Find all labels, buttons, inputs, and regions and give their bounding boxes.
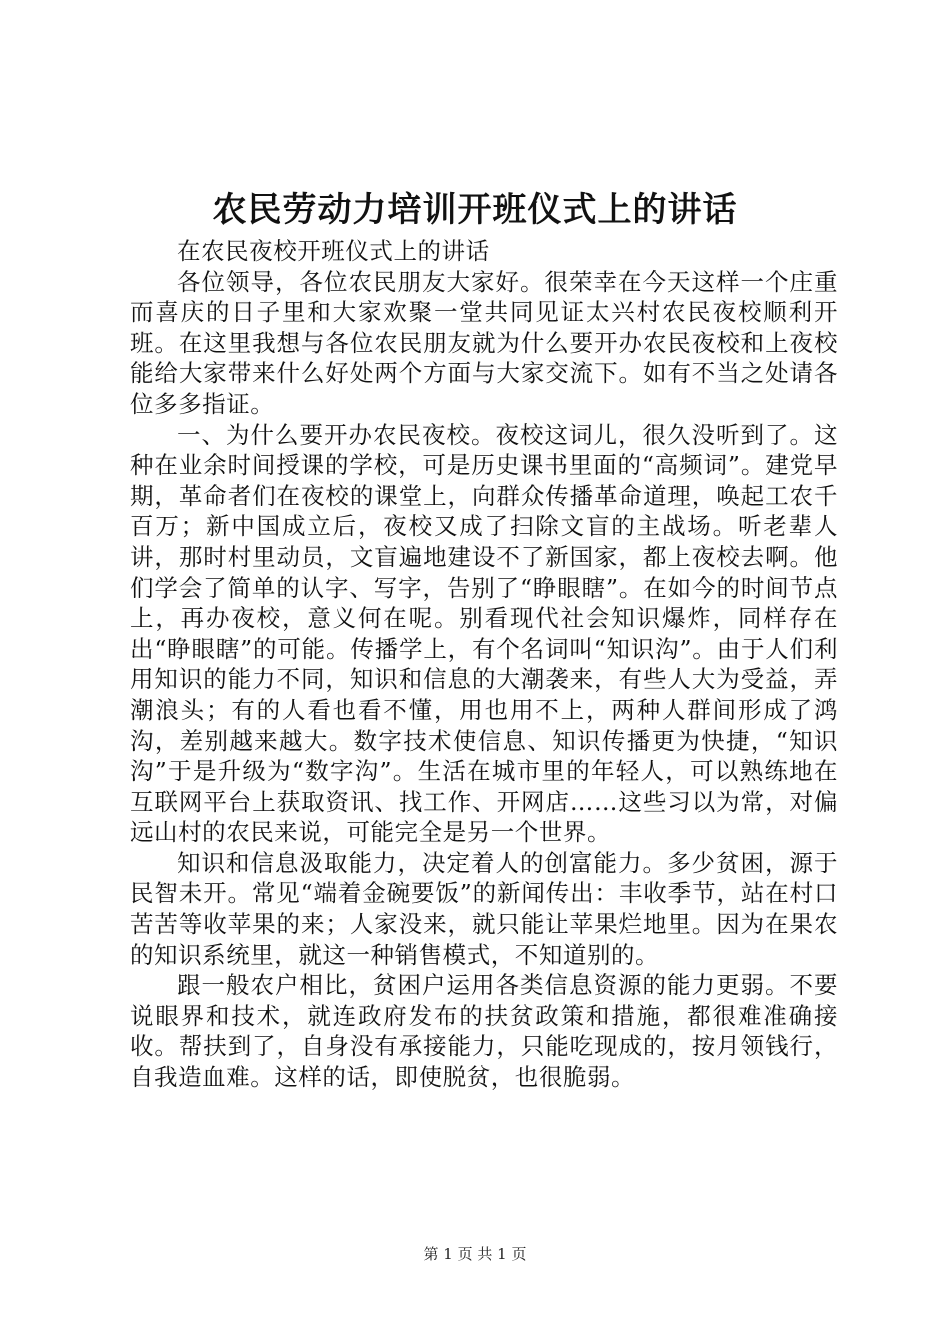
- paragraph-poor-households: 跟一般农户相比，贫困户运用各类信息资源的能力更弱。不要说眼界和技术，就连政府发布的扶贫政策和措施，都很难准确接收。帮扶到了，自身没有承接能力，只能吃现成的，按月领钱行，自我造血难。这样的话，即使脱贫，也很脆弱。: [130, 971, 838, 1092]
- paragraph-why-night-school: 一、为什么要开办农民夜校。夜校这词儿，很久没听到了。这种在业余时间授课的学校，可是历史课书里面的“高频词”。建党早期，革命者们在夜校的课堂上，向群众传播革命道理，唤起工农千百万；新中国成立后，夜校又成了扫除文盲的主战场。听老辈人讲，那时村里动员，文盲遍地建设不了新国家，都上夜校去啊。他们学会了简单的认字、写字，告别了“睁眼瞎”。在如今的时间节点上，再办夜校，意义何在呢。别看现代社会知识爆炸，同样存在出“睁眼瞎”的可能。传播学上，有个名词叫“知识沟”。由于人们利用知识的能力不同，知识和信息的大潮袭来，有些人大为受益，弄潮浪头；有的人看也看不懂，用也用不上，两种人群间形成了鸿沟，差别越来越大。数字技术使信息、知识传播更为快捷，“知识沟”于是升级为“数字沟”。生活在城市里的年轻人，可以熟练地在互联网平台上获取资讯、找工作、开网店……这些习以为常，对偏远山村的农民来说，可能完全是另一个世界。: [130, 420, 838, 847]
- paragraph-greeting: 各位领导，各位农民朋友大家好。很荣幸在今天这样一个庄重而喜庆的日子里和大家欢聚一堂共同见证太兴村农民夜校顺利开班。在这里我想与各位农民朋友就为什么要开办农民夜校和上夜校能给大家带来什么好处两个方面与大家交流下。如有不当之处请各位多多指证。: [130, 267, 838, 418]
- document-body: [130, 236, 838, 1093]
- paragraph-knowledge-wealth: 知识和信息汲取能力，决定着人的创富能力。多少贫困，源于民智未开。常见“端着金碗要饭”的新闻传出：丰收季节，站在村口苦苦等收苹果的来；人家没来，就只能让苹果烂地里。因为在果农的知识系统里，就这一种销售模式，不知道别的。: [130, 848, 838, 969]
- page-number-footer: 第 1 页 共 1 页: [423, 1245, 527, 1263]
- paragraph-subtitle: 在农民夜校开班仪式上的讲话: [177, 237, 490, 265]
- document-title: 农民劳动力培训开班仪式上的讲话: [212, 190, 738, 230]
